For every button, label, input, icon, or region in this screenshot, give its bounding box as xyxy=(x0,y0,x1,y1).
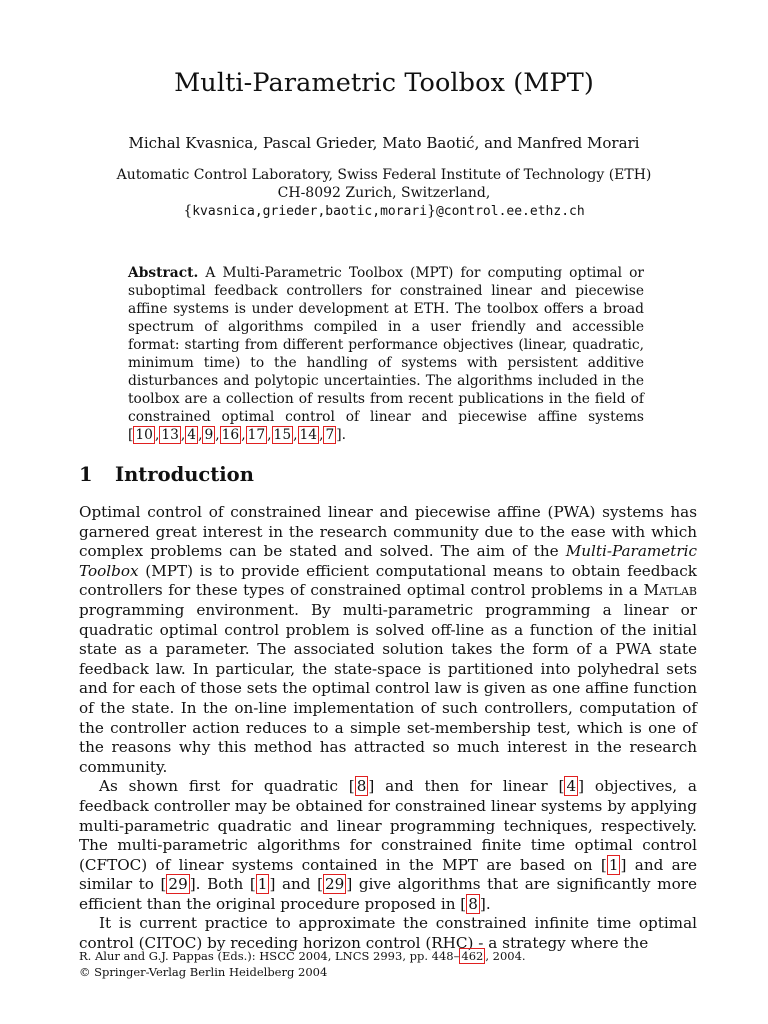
publication-info xyxy=(79,948,526,964)
section-number: 1 xyxy=(79,463,93,486)
citation-separator: , xyxy=(319,427,324,443)
citation-link[interactable]: 14 xyxy=(299,427,318,443)
page-range-link[interactable]: 462 xyxy=(461,949,484,963)
affiliation-line-2: CH-8092 Zurich, Switzerland, xyxy=(277,185,491,201)
section-title: Introduction xyxy=(115,463,254,486)
matlab-name: Matlab xyxy=(643,581,697,600)
author-emails xyxy=(0,202,768,221)
abstract-end: ]. xyxy=(336,427,347,443)
citation-link[interactable]: 17 xyxy=(247,427,266,443)
citation-link[interactable]: 1 xyxy=(608,855,619,874)
email-names: kvasnica,grieder,baotic,morari xyxy=(192,204,428,219)
citation-link[interactable]: 13 xyxy=(161,427,179,443)
abstract-text: A Multi-Parametric Toolbox (MPT) for computing optimal or suboptimal feedback controllers for constrained linear and piecewise affine systems is under development at ETH. The toolbox offers a broad spectrum of algorithms compiled in a user friendly and accessible format: starting from different performance objectives (linear, quadratic, minimum time) to the handling of systems with persistent additive disturbances and polytopic uncertainties. The algorithms included in the toolbox are a collection of results from recent publications in the field of constrained optimal control of linear and piecewise affine systems xyxy=(128,265,644,425)
citation-link[interactable]: 8 xyxy=(356,777,367,796)
citation-separator: , xyxy=(241,427,246,443)
text-run: As shown first for quadratic xyxy=(99,777,349,796)
text-run: . xyxy=(485,894,491,913)
paragraph-2: As shown first for quadratic [ 8 ] and then for linear [ 4 ] objectives, a feedback controller may be obtained for constrained linear systems by applying multi-parametric quadratic and linear programming techniques, respectively. The multi-parametric algorithms for constrained finite time optimal control (CFTOC) of linear systems contained in the MPT are based on [ 1 ] and are similar to [ 29 ]. Both [ 1 ] and [ 29 ] give algorithms that are significantly more efficient than the original procedure proposed in [ 8 ]. xyxy=(79,777,697,913)
citation-link[interactable]: 16 xyxy=(221,427,240,443)
email-brace-open: { xyxy=(183,203,193,219)
author-list: Michal Kvasnica, Pascal Grieder, Mato Baotić, and Manfred Morari xyxy=(128,134,640,152)
text-run: R. Alur and G.J. Pappas (Eds.): HSCC 2004, LNCS 2993, pp. 448– xyxy=(79,949,460,963)
text-run: . Both xyxy=(195,875,250,894)
abstract-label: Abstract. xyxy=(128,265,199,281)
citation-separator: , xyxy=(198,427,203,443)
citation-link[interactable]: 15 xyxy=(273,427,292,443)
section-heading xyxy=(79,463,254,486)
citation-link[interactable]: 4 xyxy=(566,777,577,796)
citation-link[interactable]: 7 xyxy=(325,427,335,443)
text-run: give algorithms that are significantly more efficient than the original procedure proposed in xyxy=(79,875,697,913)
citation-separator: , xyxy=(267,427,272,443)
body-text xyxy=(79,503,697,954)
paragraph-3: It is current practice to approximate the constrained infinite time optimal control (CITOC) by receding horizon control (RHC) - a strategy where the xyxy=(79,914,697,953)
citation-link[interactable]: 1 xyxy=(257,875,268,894)
text-run: programming environment. By multi-parametric programming a linear or quadratic optimal control problem is solved off-line as a function of the initial state as a parameter. The associated solution takes the form of a PWA state feedback law. In particular, the state-space is partitioned into polyhedral sets and for each of those sets the optimal control law is given as one affine function of the state. In the on-line implementation of such controllers, computation of the controller action reduces to a simple set-membership test, which is one of the reasons why this method has attracted so much interest in the research community. xyxy=(79,600,697,776)
text-run: and xyxy=(275,875,318,894)
text-run: and are similar to xyxy=(79,855,697,894)
citation-separator: , xyxy=(154,427,160,443)
toolbox-name: Multi-Parametric Toolbox xyxy=(79,542,697,580)
text-run: objectives, a feedback controller may be obtained for constrained linear systems by applying multi-parametric quadratic and linear programming techniques, respectively. The multi-parametric algorithms for constrained finite time optimal control (CFTOC) of linear systems contained in the MPT are based on xyxy=(79,777,697,874)
email-domain: @control.ee.ethz.ch xyxy=(435,204,585,219)
citation-link[interactable]: 8 xyxy=(468,894,478,913)
citation-link[interactable]: 29 xyxy=(325,875,345,894)
copyright-line: © Springer-Verlag Berlin Heidelberg 2004 xyxy=(79,965,328,979)
page-footer xyxy=(79,948,526,980)
citation-link[interactable]: 29 xyxy=(168,875,188,894)
text-run: and then for linear xyxy=(374,777,559,796)
text-run: (MPT) is to provide efficient computational means to obtain feedback controllers for these types of constrained optimal control problems in a xyxy=(79,561,697,600)
paper-title: Multi-Parametric Toolbox (MPT) xyxy=(174,68,594,98)
abstract: Abstract. A Multi-Parametric Toolbox (MPT) for computing optimal or suboptimal feedback controllers for constrained linear and piecewise affine systems is under development at ETH. The toolbox offers a broad spectrum of algorithms compiled in a user friendly and accessible format: starting from different performance objectives (linear, quadratic, minimum time) to the handling of systems with persistent additive disturbances and polytopic uncertainties. The algorithms included in the toolbox are a collection of results from recent publications in the field of constrained optimal control of linear and piecewise affine systems [ 10 , 13 , 4 , 9 , 16 , 17 , 15 , 14 , 7 ]. xyxy=(128,265,644,443)
email-brace-close: } xyxy=(427,203,436,219)
affiliation-block xyxy=(0,166,768,221)
text-run: Optimal control of constrained linear and piecewise affine (PWA) systems has garnered great interest in the research community due to the ease with which complex problems can be stated and solved. The aim of the xyxy=(79,503,697,561)
citation-separator: , xyxy=(293,427,298,443)
citation-link[interactable]: 10 xyxy=(135,427,153,443)
citation-separator: , xyxy=(180,427,186,443)
text-run: , 2004. xyxy=(485,949,526,963)
paragraph-1 xyxy=(79,503,697,777)
citation-link[interactable]: 9 xyxy=(204,427,214,443)
affiliation-line-1: Automatic Control Laboratory, Swiss Federal Institute of Technology (ETH) xyxy=(116,167,652,183)
citation-link[interactable]: 4 xyxy=(187,427,197,443)
citation-separator: , xyxy=(215,427,220,443)
